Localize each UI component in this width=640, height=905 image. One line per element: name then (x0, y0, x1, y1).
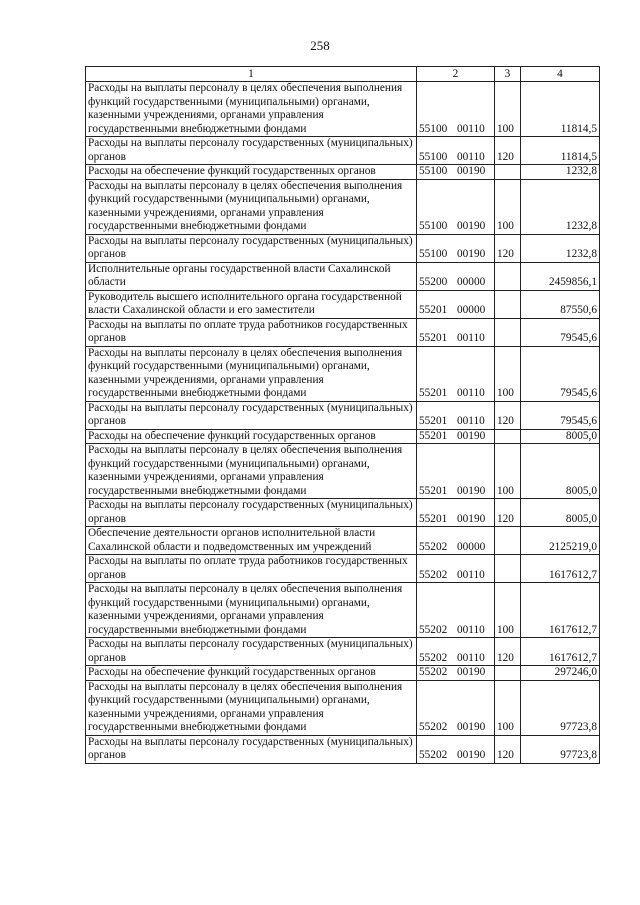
table-row (86, 179, 600, 234)
expense-type-code (495, 262, 521, 290)
code-direction-part: 00190 (457, 749, 486, 761)
amount-value: 1232,8 (521, 165, 600, 180)
amount-value: 1232,8 (521, 179, 600, 234)
code-direction-part: 00110 (457, 568, 485, 581)
code-direction-part: 00000 (457, 304, 486, 316)
expense-type-code: 120 (495, 234, 521, 262)
amount-value: 97723,8 (521, 680, 600, 735)
expense-type-code (495, 527, 521, 555)
table-row (86, 444, 600, 499)
expense-type-code (495, 290, 521, 318)
expense-name: Расходы на выплаты персоналу государственных (муниципальных) органов (86, 735, 417, 763)
code-program-part: 55100 (419, 220, 448, 232)
amount-value: 79545,6 (521, 401, 600, 429)
amount-value: 79545,6 (521, 346, 600, 401)
code-program-part: 55100 (419, 150, 448, 163)
expense-type-code: 100 (495, 444, 521, 499)
expense-type-code: 120 (495, 499, 521, 527)
column-header-1: 1 (86, 67, 417, 82)
table-body (86, 82, 600, 764)
table-row (86, 735, 600, 763)
expense-name: Расходы на выплаты персоналу в целях обеспечения выполнения функций государственными (муниципальными) органами, казенными учреждениями, органами управления государственными внебюджетными фондами (86, 444, 417, 499)
target-article-code (417, 666, 495, 681)
amount-value: 2459856,1 (521, 262, 600, 290)
target-article-code (417, 444, 495, 499)
expense-name: Расходы на выплаты персоналу государственных (муниципальных) органов (86, 638, 417, 666)
expense-name: Расходы на выплаты по оплате труда работников государственных органов (86, 555, 417, 583)
expense-type-code: 120 (495, 638, 521, 666)
column-header-2: 2 (417, 67, 495, 82)
expense-name: Расходы на обеспечение функций государственных органов (86, 165, 417, 180)
code-direction-part: 00110 (457, 387, 485, 399)
code-direction-part: 00190 (457, 429, 486, 442)
table-row (86, 165, 600, 180)
table-row (86, 401, 600, 429)
amount-value: 11814,5 (521, 82, 600, 137)
target-article-code (417, 583, 495, 638)
table-row (86, 583, 600, 638)
code-direction-part: 00190 (457, 666, 486, 678)
table-row (86, 137, 600, 165)
table-row (86, 290, 600, 318)
target-article-code (417, 638, 495, 666)
code-program-part: 55201 (419, 484, 448, 497)
target-article-code (417, 290, 495, 318)
amount-value: 8005,0 (521, 499, 600, 527)
amount-value: 1617612,7 (521, 638, 600, 666)
expense-name: Исполнительные органы государственной власти Сахалинской области (86, 262, 417, 290)
expense-type-code (495, 555, 521, 583)
code-direction-part: 00190 (457, 248, 486, 260)
target-article-code (417, 262, 495, 290)
expense-name: Расходы на выплаты по оплате труда работников государственных органов (86, 318, 417, 346)
code-program-part: 55100 (419, 248, 448, 260)
expense-name: Расходы на выплаты персоналу в целях обеспечения выполнения функций государственными (муниципальными) органами, казенными учреждениями, органами управления государственными внебюджетными фондами (86, 179, 417, 234)
code-program-part: 55202 (419, 721, 448, 733)
code-program-part: 55100 (419, 165, 448, 177)
target-article-code (417, 165, 495, 180)
table-row (86, 82, 600, 137)
expense-name: Расходы на выплаты персоналу государственных (муниципальных) органов (86, 137, 417, 165)
table-row (86, 262, 600, 290)
code-program-part: 55202 (419, 623, 448, 636)
table-row (86, 680, 600, 735)
expense-type-code: 100 (495, 82, 521, 137)
expense-type-code: 120 (495, 137, 521, 165)
amount-value: 79545,6 (521, 318, 600, 346)
code-direction-part: 00190 (457, 512, 486, 525)
code-program-part: 55200 (419, 276, 448, 288)
code-program-part: 55202 (419, 651, 448, 664)
expense-name: Расходы на выплаты персоналу государственных (муниципальных) органов (86, 401, 417, 429)
expense-type-code: 100 (495, 179, 521, 234)
table-row (86, 429, 600, 444)
code-direction-part: 00110 (457, 122, 485, 135)
table-row (86, 527, 600, 555)
target-article-code (417, 527, 495, 555)
target-article-code (417, 346, 495, 401)
expense-type-code (495, 165, 521, 180)
code-direction-part: 00000 (457, 276, 486, 288)
code-direction-part: 00190 (457, 484, 486, 497)
code-direction-part: 00110 (457, 623, 485, 636)
target-article-code (417, 179, 495, 234)
amount-value: 1617612,7 (521, 583, 600, 638)
table-row (86, 346, 600, 401)
amount-value: 8005,0 (521, 429, 600, 444)
code-program-part: 55201 (419, 304, 448, 316)
amount-value: 1232,8 (521, 234, 600, 262)
expense-name: Расходы на выплаты персоналу государственных (муниципальных) органов (86, 234, 417, 262)
target-article-code (417, 555, 495, 583)
column-header-4: 4 (521, 67, 600, 82)
code-direction-part: 00110 (457, 332, 485, 344)
expense-name: Обеспечение деятельности органов исполнительной власти Сахалинской области и подведомственных им учреждений (86, 527, 417, 555)
expense-type-code (495, 666, 521, 681)
expense-type-code: 120 (495, 401, 521, 429)
code-program-part: 55201 (419, 512, 448, 525)
target-article-code (417, 429, 495, 444)
code-direction-part: 00190 (457, 721, 486, 733)
expense-name: Расходы на выплаты персоналу в целях обеспечения выполнения функций государственными (муниципальными) органами, казенными учреждениями, органами управления государственными внебюджетными фондами (86, 680, 417, 735)
code-program-part: 55201 (419, 387, 448, 399)
target-article-code (417, 137, 495, 165)
amount-value: 11814,5 (521, 137, 600, 165)
page-number: 258 (310, 38, 330, 53)
expense-type-code (495, 318, 521, 346)
table-row (86, 666, 600, 681)
code-program-part: 55202 (419, 749, 448, 761)
expense-name: Расходы на выплаты персоналу в целях обеспечения выполнения функций государственными (муниципальными) органами, казенными учреждениями, органами управления государственными внебюджетными фондами (86, 346, 417, 401)
code-direction-part: 00110 (457, 651, 485, 664)
expense-type-code: 100 (495, 680, 521, 735)
expense-name: Расходы на выплаты персоналу в целях обеспечения выполнения функций государственными (муниципальными) органами, казенными учреждениями, органами управления государственными внебюджетными фондами (86, 82, 417, 137)
expense-name: Руководитель высшего исполнительного органа государственной власти Сахалинской области и его заместители (86, 290, 417, 318)
expense-name: Расходы на обеспечение функций государственных органов (86, 666, 417, 681)
table-row (86, 499, 600, 527)
table-header-row (86, 67, 600, 82)
code-program-part: 55100 (419, 122, 448, 135)
target-article-code (417, 234, 495, 262)
expense-type-code: 100 (495, 583, 521, 638)
expense-name: Расходы на обеспечение функций государственных органов (86, 429, 417, 444)
expense-type-code: 120 (495, 735, 521, 763)
expense-name: Расходы на выплаты персоналу государственных (муниципальных) органов (86, 499, 417, 527)
code-direction-part: 00110 (457, 415, 485, 427)
expense-type-code (495, 429, 521, 444)
expense-type-code: 100 (495, 346, 521, 401)
target-article-code (417, 735, 495, 763)
code-program-part: 55201 (419, 332, 448, 344)
code-program-part: 55202 (419, 540, 448, 553)
target-article-code (417, 499, 495, 527)
amount-value: 8005,0 (521, 444, 600, 499)
target-article-code (417, 318, 495, 346)
code-program-part: 55201 (419, 415, 448, 427)
table-row (86, 318, 600, 346)
column-header-3: 3 (495, 67, 521, 82)
expense-name: Расходы на выплаты персоналу в целях обеспечения выполнения функций государственными (муниципальными) органами, казенными учреждениями, органами управления государственными внебюджетными фондами (86, 583, 417, 638)
amount-value: 1617612,7 (521, 555, 600, 583)
amount-value: 97723,8 (521, 735, 600, 763)
target-article-code (417, 401, 495, 429)
amount-value: 297246,0 (521, 666, 600, 681)
code-program-part: 55202 (419, 568, 448, 581)
table-row (86, 555, 600, 583)
code-direction-part: 00190 (457, 220, 486, 232)
code-direction-part: 00110 (457, 150, 485, 163)
amount-value: 2125219,0 (521, 527, 600, 555)
target-article-code (417, 680, 495, 735)
table-row (86, 638, 600, 666)
target-article-code (417, 82, 495, 137)
code-direction-part: 00190 (457, 165, 486, 177)
table-row (86, 234, 600, 262)
code-direction-part: 00000 (457, 540, 486, 553)
code-program-part: 55202 (419, 666, 448, 678)
code-program-part: 55201 (419, 429, 448, 442)
amount-value: 87550,6 (521, 290, 600, 318)
budget-table (85, 66, 600, 764)
